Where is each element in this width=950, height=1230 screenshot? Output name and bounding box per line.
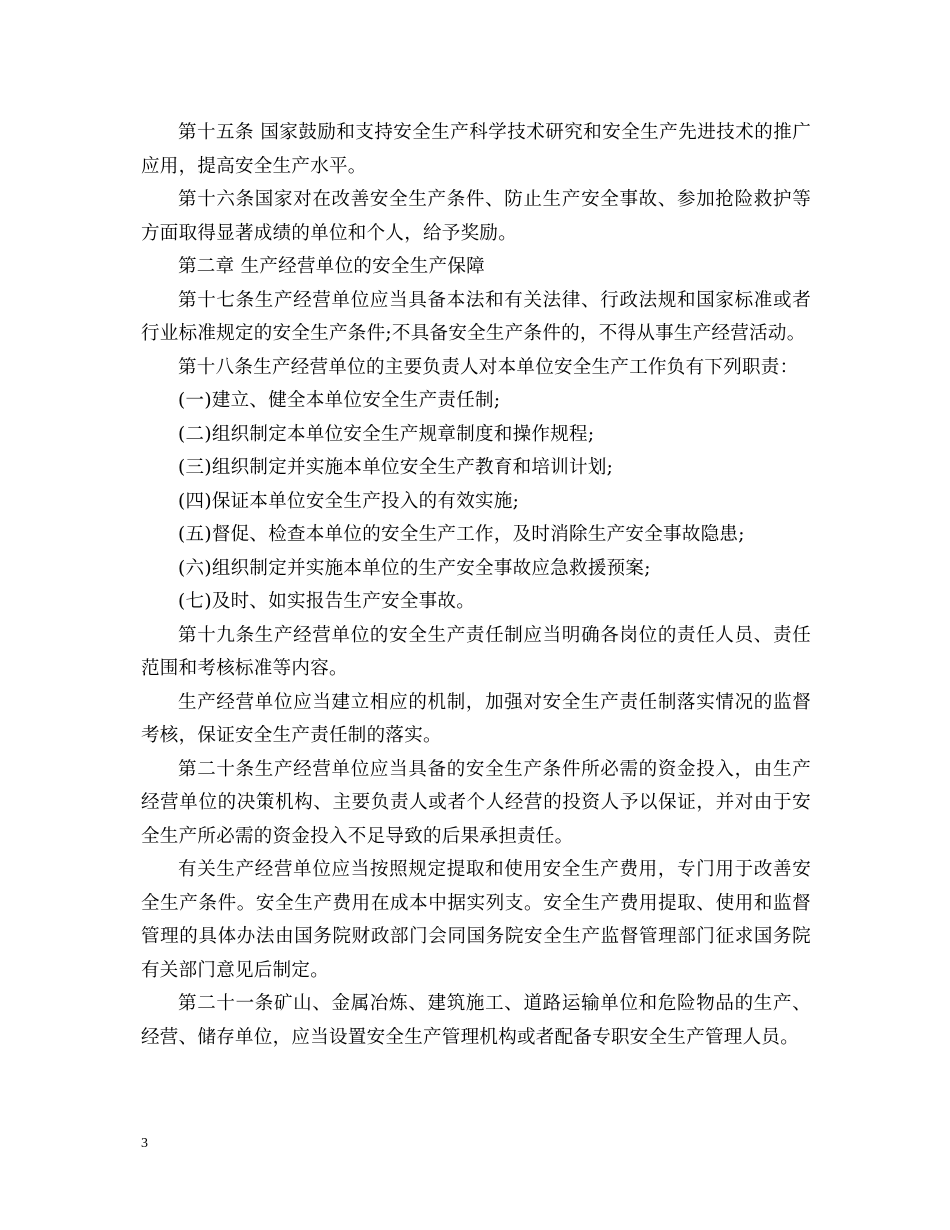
list-item-2: (二)组织制定本单位安全生产规章制度和操作规程; [178,423,595,445]
article-18-paragraph: 第十八条生产经营单位的主要负责人对本单位安全生产工作负有下列职责： [178,356,799,378]
article-19-paragraph-2: 生产经营单位应当建立相应的机制，加强对安全生产责任制落实情况的监督考核，保证安全生产责任制的落实。 [141,691,811,746]
page-number: 3 [141,1136,148,1151]
article-20-paragraph: 第二十条生产经营单位应当具备的安全生产条件所必需的资金投入，由生产经营单位的决策机构、主要负责人或者个人经营的投资人予以保证，并对由于安全生产所必需的资金投入不足导致的后果承担责任。 [141,758,811,847]
chapter-2-heading: 第二章 生产经营单位的安全生产保障 [178,256,485,277]
list-item-3: (三)组织制定并实施本单位安全生产教育和培训计划; [178,457,614,478]
article-17-paragraph: 第十七条生产经营单位应当具备本法和有关法律、行政法规和国家标准或者行业标准规定的安全生产条件;不具备安全生产条件的，不得从事生产经营活动。 [141,289,811,344]
article-16-paragraph: 第十六条国家对在改善安全生产条件、防止生产安全事故、参加抢险救护等方面取得显著成绩的单位和个人，给予奖励。 [141,189,811,244]
list-item-7: (七)及时、如实报告生产安全事故。 [178,591,476,612]
article-15-paragraph: 第十五条 国家鼓励和支持安全生产科学技术研究和安全生产先进技术的推广应用，提高安全生产水平。 [141,122,811,177]
article-21-paragraph: 第二十一条矿山、金属冶炼、建筑施工、道路运输单位和危险物品的生产、经营、储存单位，应当设置安全生产管理机构或者配备专职安全生产管理人员。 [141,993,811,1048]
document-body [141,116,811,1054]
list-item-1: (一)建立、健全本单位安全生产责任制; [178,390,501,411]
list-item-5: (五)督促、检查本单位的安全生产工作，及时消除生产安全事故隐患; [178,524,745,545]
list-item-6: (六)组织制定并实施本单位的生产安全事故应急救援预案; [178,557,651,579]
list-item-4: (四)保证本单位安全生产投入的有效实施; [178,490,520,512]
article-20-paragraph-2: 有关生产经营单位应当按照规定提取和使用安全生产费用，专门用于改善安全生产条件。安全生产费用在成本中据实列支。安全生产费用提取、使用和监督管理的具体办法由国务院财政部门会同国务院安全生产监督管理部门征求国务院有关部门意见后制定。 [141,859,811,981]
article-19-paragraph: 第十九条生产经营单位的安全生产责任制应当明确各岗位的责任人员、责任范围和考核标准等内容。 [141,624,811,679]
